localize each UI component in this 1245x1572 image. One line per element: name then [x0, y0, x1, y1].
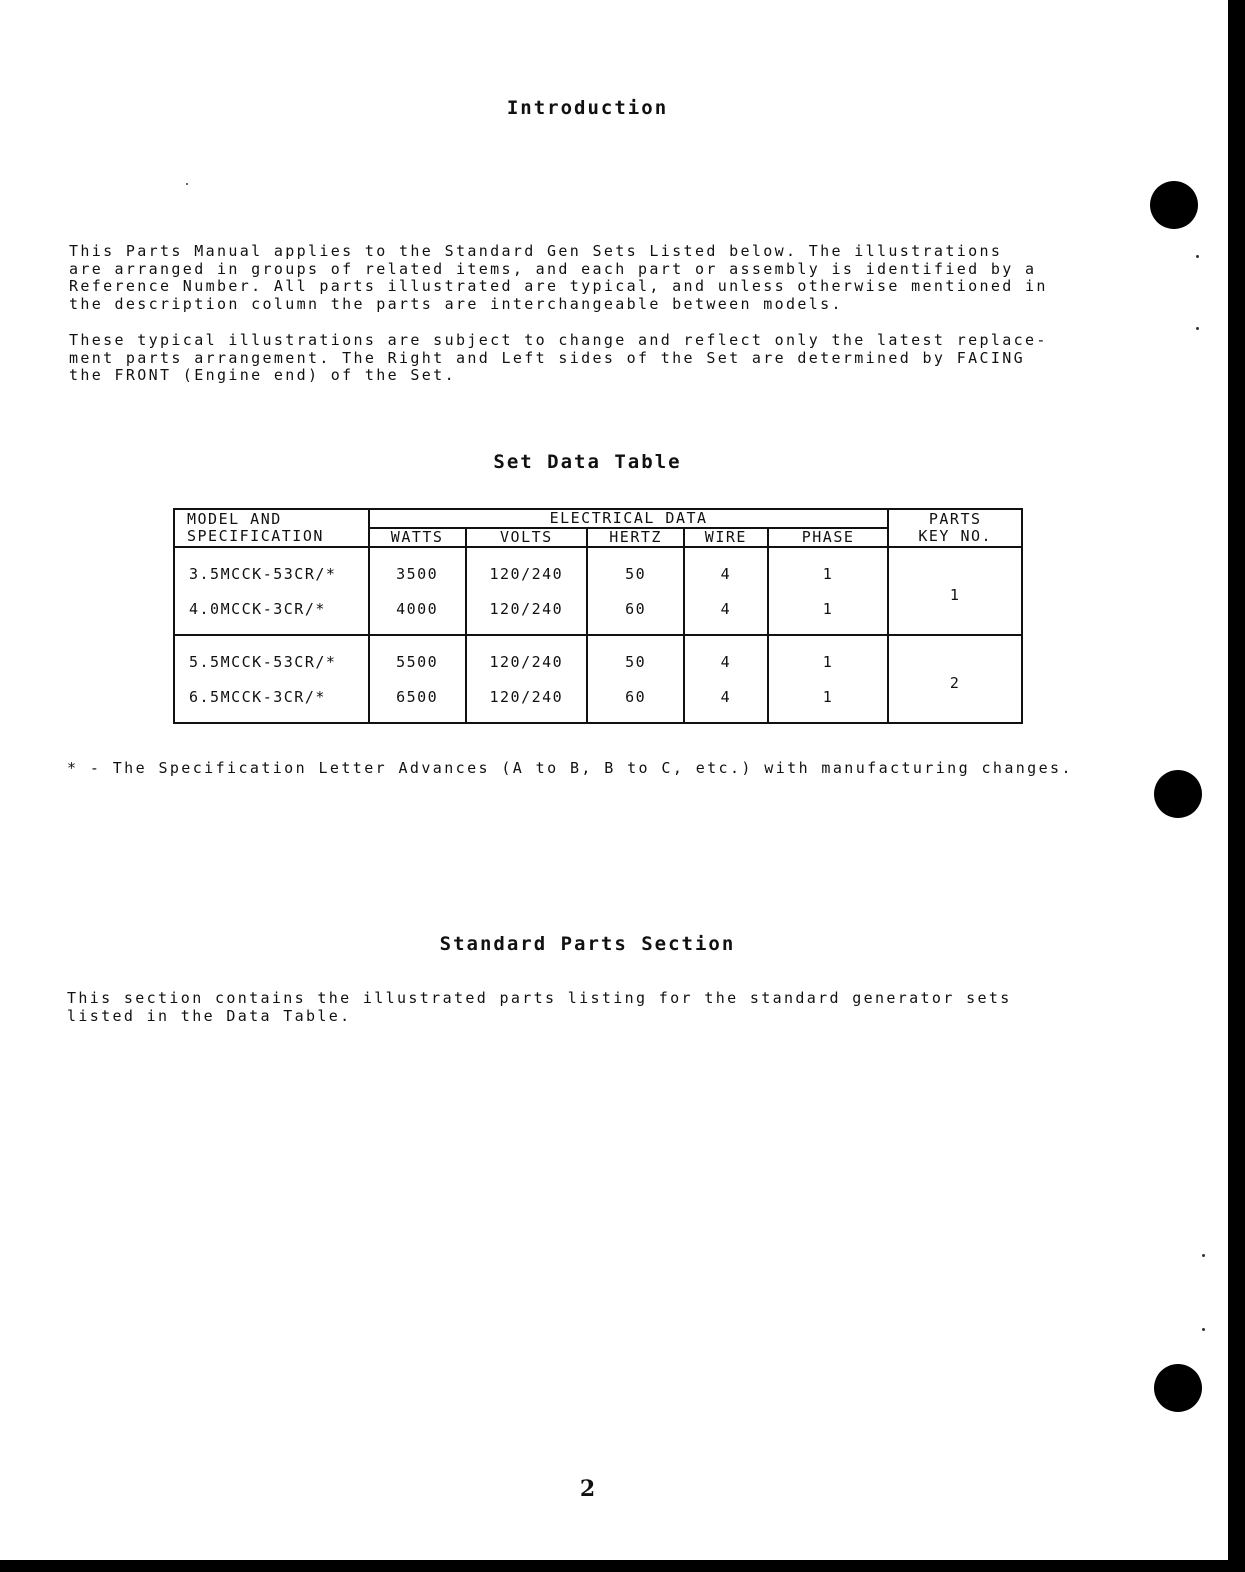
scan-speck: [1196, 327, 1199, 330]
cell-phase: 1: [768, 591, 889, 635]
set-data-table-heading: Set Data Table: [493, 451, 682, 473]
spec-footnote: * - The Specification Letter Advances (A to B, B to C, etc.) with manufacturing changes.: [67, 759, 1073, 777]
cell-wire: 4: [684, 591, 768, 635]
cell-model: 5.5MCCK-53CR/*: [174, 635, 369, 679]
cell-phase: 1: [768, 547, 889, 591]
cell-hertz: 60: [587, 679, 684, 723]
cell-phase: 1: [768, 679, 889, 723]
cell-volts: 120/240: [466, 679, 588, 723]
header-wire: WIRE: [684, 528, 768, 547]
binder-hole-top: [1150, 181, 1198, 229]
cell-model: 3.5MCCK-53CR/*: [174, 547, 369, 591]
cell-watts: 3500: [369, 547, 466, 591]
scan-speck: [1202, 1254, 1205, 1257]
cell-volts: 120/240: [466, 547, 588, 591]
intro-paragraph-1: This Parts Manual applies to the Standard Gen Sets Listed below. The illustrations are arranged in groups of related items, and each part or assembly is identified by a Reference Number. All parts illustrated are typical, and unless otherwise mentioned in the description column the parts are interchangeable between models.: [69, 242, 1048, 313]
cell-wire: 4: [684, 635, 768, 679]
cell-hertz: 60: [587, 591, 684, 635]
table-row: [174, 547, 1022, 591]
header-electrical-data: ELECTRICAL DATA: [369, 509, 889, 528]
scan-edge-bottom: [0, 1560, 1245, 1572]
cell-model: 6.5MCCK-3CR/*: [174, 679, 369, 723]
header-parts-key: PARTS KEY NO.: [888, 509, 1022, 547]
cell-wire: 4: [684, 679, 768, 723]
cell-parts-key: 1: [888, 547, 1022, 635]
scan-speck: [1196, 255, 1199, 258]
cell-hertz: 50: [587, 547, 684, 591]
set-data-table: [173, 508, 1023, 724]
cell-parts-key: 2: [888, 635, 1022, 723]
cell-volts: 120/240: [466, 591, 588, 635]
scan-speck: [1202, 1328, 1205, 1331]
cell-volts: 120/240: [466, 635, 588, 679]
standard-parts-paragraph: This section contains the illustrated parts listing for the standard generator sets listed in the Data Table.: [67, 989, 1012, 1025]
introduction-heading: Introduction: [506, 97, 669, 119]
binder-hole-middle: [1154, 770, 1202, 818]
header-phase: PHASE: [768, 528, 889, 547]
cell-hertz: 50: [587, 635, 684, 679]
intro-paragraph-2: These typical illustrations are subject to change and reflect only the latest replace- ment parts arrangement. The Right and Left sides of the Set are determined by FACING the FRONT (Engine end) of the Set.: [69, 331, 1048, 384]
page-number: 2: [579, 1476, 596, 1502]
cell-phase: 1: [768, 635, 889, 679]
table-row: [174, 635, 1022, 679]
header-volts: VOLTS: [466, 528, 588, 547]
cell-watts: 4000: [369, 591, 466, 635]
header-watts: WATTS: [369, 528, 466, 547]
scan-speck: [186, 183, 188, 185]
cell-wire: 4: [684, 547, 768, 591]
header-hertz: HERTZ: [587, 528, 684, 547]
cell-watts: 5500: [369, 635, 466, 679]
header-model-spec: MODEL AND SPECIFICATION: [174, 509, 369, 547]
cell-model: 4.0MCCK-3CR/*: [174, 591, 369, 635]
scan-edge-right: [1228, 0, 1245, 1572]
binder-hole-bottom: [1154, 1364, 1202, 1412]
cell-watts: 6500: [369, 679, 466, 723]
standard-parts-heading: Standard Parts Section: [439, 933, 736, 955]
